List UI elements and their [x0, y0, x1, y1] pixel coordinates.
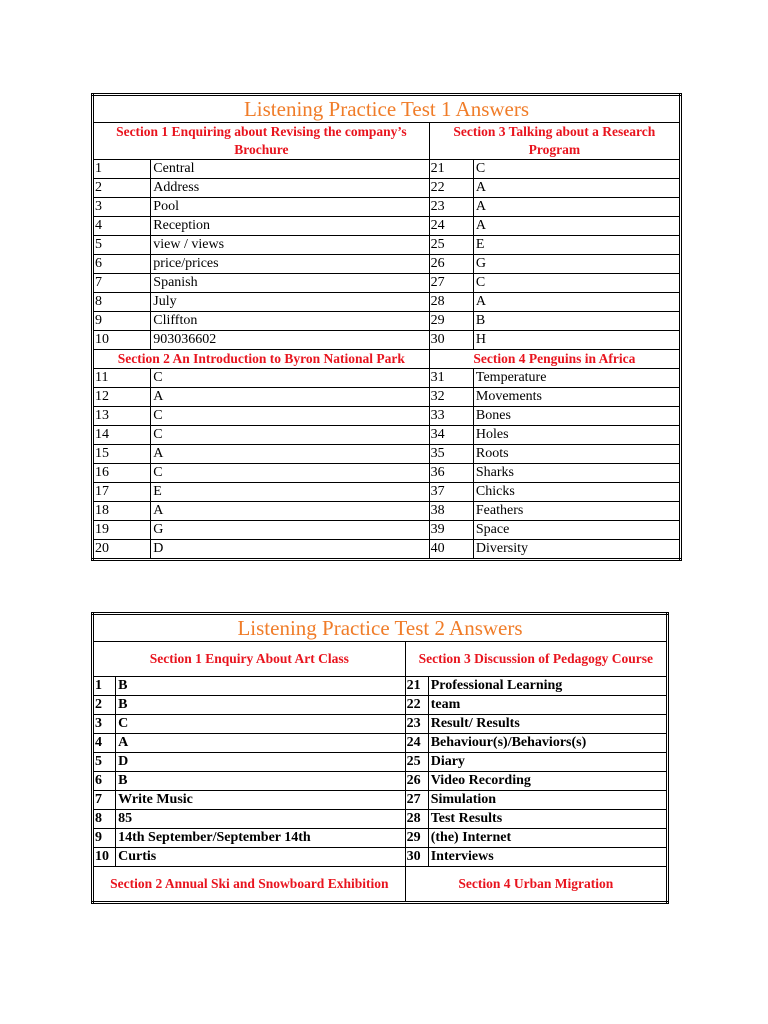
question-number: 26: [405, 772, 428, 791]
test1-answers-table: [91, 93, 682, 561]
answer: Curtis: [116, 848, 405, 867]
test2-section4-heading: Section 4 Urban Migration: [405, 867, 667, 903]
answer: A: [151, 445, 429, 464]
question-number: 10: [93, 331, 151, 350]
answer: Video Recording: [428, 772, 667, 791]
question-number: 24: [405, 734, 428, 753]
table-row: [93, 236, 681, 255]
table-row: [93, 521, 681, 540]
answer: A: [473, 179, 680, 198]
table-row: [93, 179, 681, 198]
answer: G: [151, 521, 429, 540]
answer: A: [151, 388, 429, 407]
answer: Professional Learning: [428, 677, 667, 696]
question-number: 29: [405, 829, 428, 848]
answer: C: [151, 407, 429, 426]
answer: B: [473, 312, 680, 331]
question-number: 32: [429, 388, 473, 407]
answer: Chicks: [473, 483, 680, 502]
answer: C: [116, 715, 405, 734]
answer: Bones: [473, 407, 680, 426]
table-row: [93, 274, 681, 293]
question-number: 10: [93, 848, 116, 867]
question-number: 16: [93, 464, 151, 483]
section-header-row: [93, 642, 668, 677]
answer: C: [473, 160, 680, 179]
table-row: [93, 848, 668, 867]
question-number: 23: [405, 715, 428, 734]
question-number: 31: [429, 369, 473, 388]
question-number: 3: [93, 198, 151, 217]
answer: Test Results: [428, 810, 667, 829]
table-row: [93, 312, 681, 331]
table-title-row: [93, 614, 668, 642]
table-row: [93, 483, 681, 502]
table-row: [93, 810, 668, 829]
question-number: 28: [405, 810, 428, 829]
test2-answers-table: [91, 612, 669, 904]
question-number: 39: [429, 521, 473, 540]
question-number: 40: [429, 540, 473, 560]
answer: Simulation: [428, 791, 667, 810]
table-row: [93, 464, 681, 483]
answer: B: [116, 696, 405, 715]
table-row: [93, 696, 668, 715]
question-number: 15: [93, 445, 151, 464]
test1-section3-heading: Section 3 Talking about a Research Program: [429, 123, 680, 160]
answer: view / views: [151, 236, 429, 255]
question-number: 30: [405, 848, 428, 867]
test1-section2-heading: Section 2 An Introduction to Byron National Park: [93, 350, 430, 369]
answer: Temperature: [473, 369, 680, 388]
answer: Diary: [428, 753, 667, 772]
question-number: 24: [429, 217, 473, 236]
question-number: 21: [405, 677, 428, 696]
table-row: [93, 502, 681, 521]
question-number: 13: [93, 407, 151, 426]
answer: A: [116, 734, 405, 753]
answer: (the) Internet: [428, 829, 667, 848]
answer: Diversity: [473, 540, 680, 560]
answer: D: [151, 540, 429, 560]
answer: Movements: [473, 388, 680, 407]
question-number: 36: [429, 464, 473, 483]
answer: price/prices: [151, 255, 429, 274]
answer: Holes: [473, 426, 680, 445]
question-number: 34: [429, 426, 473, 445]
section-header-row: [93, 867, 668, 903]
answer: D: [116, 753, 405, 772]
answer: Space: [473, 521, 680, 540]
answer: E: [473, 236, 680, 255]
answer: A: [473, 293, 680, 312]
answer: A: [151, 502, 429, 521]
table-row: [93, 445, 681, 464]
question-number: 38: [429, 502, 473, 521]
answer: Pool: [151, 198, 429, 217]
table-row: [93, 772, 668, 791]
question-number: 8: [93, 293, 151, 312]
question-number: 6: [93, 255, 151, 274]
answer: H: [473, 331, 680, 350]
table-title-row: [93, 95, 681, 123]
answer: B: [116, 677, 405, 696]
answer: July: [151, 293, 429, 312]
table-row: [93, 388, 681, 407]
question-number: 17: [93, 483, 151, 502]
answer: Behaviour(s)/Behaviors(s): [428, 734, 667, 753]
table-row: [93, 198, 681, 217]
table-row: [93, 540, 681, 560]
question-number: 29: [429, 312, 473, 331]
question-number: 26: [429, 255, 473, 274]
test1-section4-heading: Section 4 Penguins in Africa: [429, 350, 680, 369]
answer: E: [151, 483, 429, 502]
table-row: [93, 160, 681, 179]
question-number: 4: [93, 217, 151, 236]
table-row: [93, 791, 668, 810]
answer: Result/ Results: [428, 715, 667, 734]
question-number: 37: [429, 483, 473, 502]
table-row: [93, 677, 668, 696]
answer: C: [473, 274, 680, 293]
test2-section3-heading: Section 3 Discussion of Pedagogy Course: [405, 642, 667, 677]
question-number: 2: [93, 179, 151, 198]
table-row: [93, 407, 681, 426]
question-number: 25: [405, 753, 428, 772]
question-number: 21: [429, 160, 473, 179]
question-number: 2: [93, 696, 116, 715]
answer: A: [473, 217, 680, 236]
question-number: 22: [429, 179, 473, 198]
table-row: [93, 734, 668, 753]
question-number: 8: [93, 810, 116, 829]
answer: Central: [151, 160, 429, 179]
question-number: 30: [429, 331, 473, 350]
section-header-row: [93, 350, 681, 369]
question-number: 11: [93, 369, 151, 388]
answer: Roots: [473, 445, 680, 464]
answer: C: [151, 369, 429, 388]
table-row: [93, 331, 681, 350]
section-header-row: [93, 123, 681, 160]
table-row: [93, 217, 681, 236]
answer: Address: [151, 179, 429, 198]
answer: 903036602: [151, 331, 429, 350]
test2-section2-heading: Section 2 Annual Ski and Snowboard Exhibition: [93, 867, 406, 903]
question-number: 3: [93, 715, 116, 734]
question-number: 33: [429, 407, 473, 426]
answer: Sharks: [473, 464, 680, 483]
answer: Spanish: [151, 274, 429, 293]
answer: 14th September/September 14th: [116, 829, 405, 848]
answer: Interviews: [428, 848, 667, 867]
question-number: 9: [93, 829, 116, 848]
table-row: [93, 426, 681, 445]
question-number: 7: [93, 274, 151, 293]
question-number: 14: [93, 426, 151, 445]
answer: B: [116, 772, 405, 791]
answer: Feathers: [473, 502, 680, 521]
table-row: [93, 369, 681, 388]
table-row: [93, 293, 681, 312]
table-row: [93, 715, 668, 734]
answer: Reception: [151, 217, 429, 236]
test2-section1-heading: Section 1 Enquiry About Art Class: [93, 642, 406, 677]
answer: Cliffton: [151, 312, 429, 331]
question-number: 18: [93, 502, 151, 521]
question-number: 35: [429, 445, 473, 464]
answer: C: [151, 426, 429, 445]
test1-section1-heading: Section 1 Enquiring about Revising the company’s Brochure: [93, 123, 430, 160]
answer: team: [428, 696, 667, 715]
table-row: [93, 255, 681, 274]
question-number: 1: [93, 160, 151, 179]
answer: C: [151, 464, 429, 483]
answer: G: [473, 255, 680, 274]
question-number: 23: [429, 198, 473, 217]
question-number: 22: [405, 696, 428, 715]
question-number: 7: [93, 791, 116, 810]
answer: Write Music: [116, 791, 405, 810]
question-number: 20: [93, 540, 151, 560]
question-number: 27: [405, 791, 428, 810]
table-row: [93, 753, 668, 772]
table-row: [93, 829, 668, 848]
answer: A: [473, 198, 680, 217]
question-number: 28: [429, 293, 473, 312]
question-number: 5: [93, 236, 151, 255]
question-number: 1: [93, 677, 116, 696]
test1-title: Listening Practice Test 1 Answers: [93, 95, 681, 123]
answer: 85: [116, 810, 405, 829]
question-number: 12: [93, 388, 151, 407]
question-number: 27: [429, 274, 473, 293]
question-number: 25: [429, 236, 473, 255]
question-number: 5: [93, 753, 116, 772]
question-number: 4: [93, 734, 116, 753]
question-number: 9: [93, 312, 151, 331]
test2-title: Listening Practice Test 2 Answers: [93, 614, 668, 642]
question-number: 6: [93, 772, 116, 791]
question-number: 19: [93, 521, 151, 540]
